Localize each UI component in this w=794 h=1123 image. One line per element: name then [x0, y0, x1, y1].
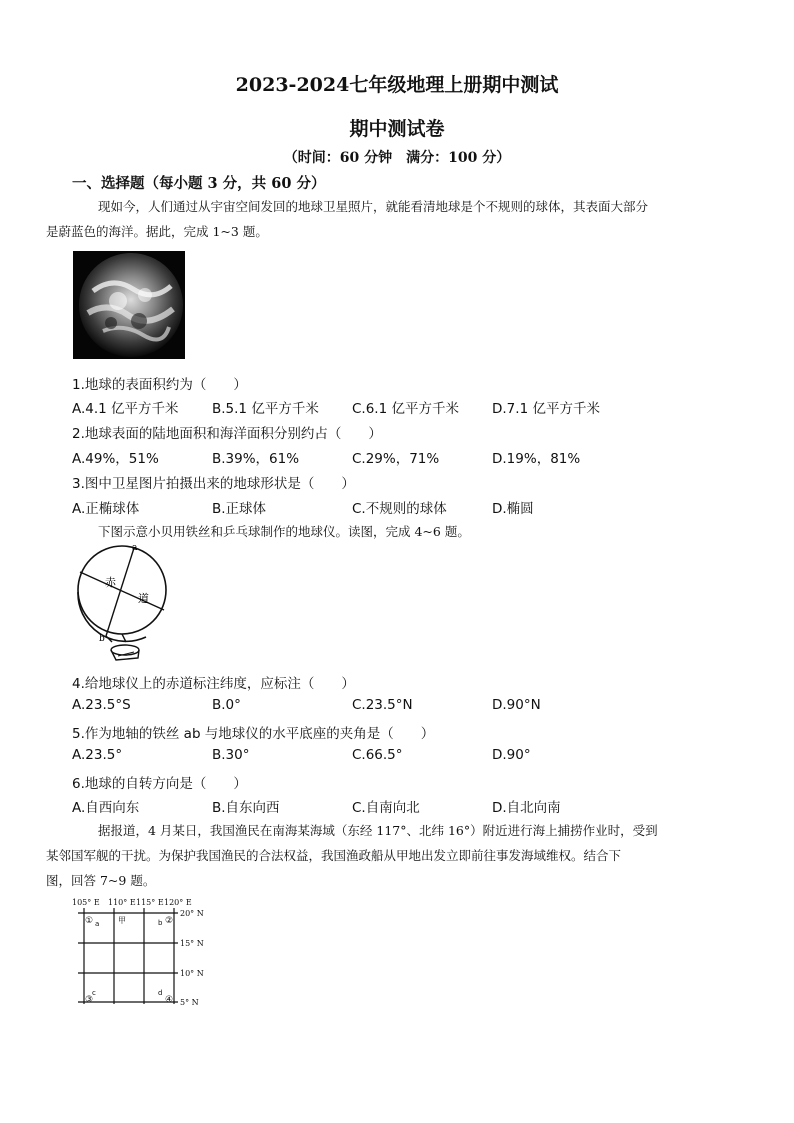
option-b[interactable]: B.39%，61%	[212, 451, 300, 467]
question-1-options	[72, 397, 722, 417]
question-5-options	[72, 747, 722, 767]
option-a[interactable]: A.23.5°	[72, 747, 123, 763]
question-4-options	[72, 697, 722, 717]
option-a[interactable]: A.23.5°S	[72, 697, 131, 713]
passage-3	[46, 818, 722, 893]
globe-label-chi: 赤	[105, 576, 116, 589]
option-c[interactable]: C.自南向北	[352, 800, 420, 816]
lat-lon-grid-map	[70, 896, 220, 1018]
option-d[interactable]: D.自北向南	[492, 800, 561, 816]
point-2: ②	[165, 916, 174, 926]
lon-label-110: 110° E	[108, 898, 136, 907]
question-5: 5.作为地轴的铁丝 ab 与地球仪的水平底座的夹角是（ ）	[72, 726, 435, 742]
question-6-options	[72, 796, 722, 816]
lat-label-20: 20° N	[180, 909, 204, 918]
passage-2: 下图示意小贝用铁丝和乒乓球制作的地球仪。读图，完成 4~6 题。	[98, 524, 470, 539]
option-b[interactable]: B.5.1 亿平方千米	[212, 401, 319, 417]
passage-1-line-2: 是蔚蓝色的海洋。据此，完成 1~3 题。	[46, 224, 268, 239]
option-c[interactable]: C.6.1 亿平方千米	[352, 401, 459, 417]
lon-label-105: 105° E	[72, 898, 100, 907]
question-4: 4.给地球仪上的赤道标注纬度，应标注（ ）	[72, 676, 355, 692]
option-d[interactable]: D.19%，81%	[492, 451, 581, 467]
question-2: 2.地球表面的陆地面积和海洋面积分别约占（ ）	[72, 426, 382, 442]
option-c[interactable]: C.29%，71%	[352, 451, 440, 467]
lat-label-15: 15° N	[180, 939, 204, 948]
option-a[interactable]: A.4.1 亿平方千米	[72, 401, 179, 417]
question-3-options	[72, 497, 722, 517]
section-heading: 一、选择题（每小题 3 分，共 60 分）	[72, 175, 326, 192]
option-b[interactable]: B.30°	[212, 747, 250, 763]
passage-3-line-1: 据报道，4 月某日，我国渔民在南海某海域（东经 117°、北纬 16°）附近进行海上捕捞作业时，受到	[98, 823, 658, 838]
option-d[interactable]: D.7.1 亿平方千米	[492, 401, 600, 417]
question-6: 6.地球的自转方向是（ ）	[72, 776, 247, 792]
option-a[interactable]: A.正椭球体	[72, 501, 140, 517]
lat-label-5: 5° N	[180, 998, 199, 1007]
option-d[interactable]: D.90°	[492, 747, 531, 763]
option-d[interactable]: D.椭圆	[492, 501, 534, 517]
option-b[interactable]: B.自东向西	[212, 800, 280, 816]
question-2-options	[72, 447, 722, 467]
option-c[interactable]: C.23.5°N	[352, 697, 413, 713]
option-b[interactable]: B.正球体	[212, 501, 267, 517]
globe-label-dao: 道	[138, 592, 149, 605]
point-d: d	[158, 989, 163, 997]
point-1: ①	[85, 916, 94, 926]
passage-1	[46, 194, 722, 244]
question-1: 1.地球的表面积约为（ ）	[72, 377, 247, 393]
exam-title: 2023-2024七年级地理上册期中测试	[235, 74, 559, 96]
option-a[interactable]: A.49%，51%	[72, 451, 159, 467]
globe-label-a: a	[132, 543, 138, 553]
option-c[interactable]: C.66.5°	[352, 747, 403, 763]
globe-label-b: b	[99, 634, 105, 644]
point-a: a	[95, 920, 100, 928]
point-c: c	[92, 989, 96, 997]
exam-subtitle: 期中测试卷	[349, 118, 445, 140]
lon-label-120: 120° E	[164, 898, 192, 907]
option-c[interactable]: C.不规则的球体	[352, 501, 447, 517]
point-b: b	[158, 919, 163, 927]
globe-diagram	[72, 542, 182, 670]
lon-label-115: 115° E	[136, 898, 164, 907]
lat-label-10: 10° N	[180, 969, 204, 978]
passage-3-line-3: 图，回答 7~9 题。	[46, 873, 156, 888]
passage-1-line-1: 现如今，人们通过从宇宙空间发回的地球卫星照片，就能看清地球是个不规则的球体，其表面大部分	[98, 199, 649, 214]
question-3: 3.图中卫星图片拍摄出来的地球形状是（ ）	[72, 476, 355, 492]
option-a[interactable]: A.自西向东	[72, 800, 140, 816]
point-jia: 甲	[118, 916, 126, 925]
option-d[interactable]: D.90°N	[492, 697, 541, 713]
option-b[interactable]: B.0°	[212, 697, 241, 713]
time-info: （时间：60 分钟 满分：100 分）	[283, 150, 511, 166]
point-4: ④	[165, 995, 174, 1005]
passage-3-line-2: 某邻国军舰的干扰。为保护我国渔民的合法权益，我国渔政船从甲地出发立即前往事发海域维权。结合下	[46, 848, 622, 863]
point-3: ③	[85, 995, 94, 1005]
earth-satellite-image	[73, 251, 185, 363]
